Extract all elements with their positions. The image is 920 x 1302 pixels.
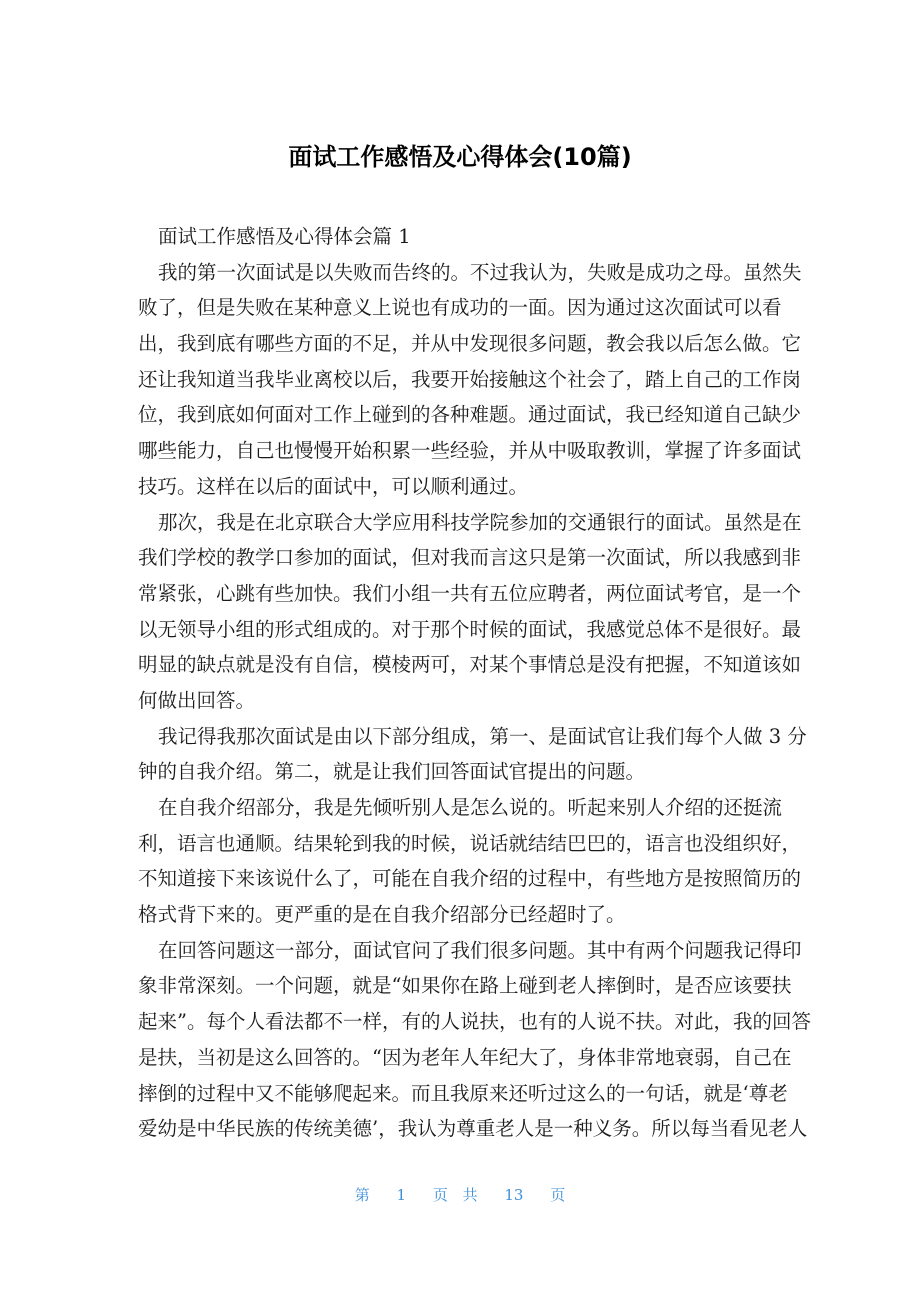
paragraph <box>138 933 811 1147</box>
text-line: 败了，但是失败在某种意义上说也有成功的一面。因为通过这次面试可以看 <box>138 296 782 320</box>
text-line: 位，我到底如何面对工作上碰到的各种难题。通过面试，我已经知道自己缺少 <box>138 403 802 427</box>
text-line: 那次，我是在北京联合大学应用科技学院参加的交通银行的面试。虽然是在 <box>158 510 802 534</box>
section-heading <box>138 219 798 255</box>
text-line: 起来”。每个人看法都不一样，有的人说扶，也有的人说不扶。对此，我的回答 <box>138 1010 811 1034</box>
text-line: 出，我到底有哪些方面的不足，并从中发现很多问题，教会我以后怎么做。它 <box>138 332 802 356</box>
footer-middle: 页 共 <box>432 1186 478 1204</box>
text-line: 还让我知道当我毕业离校以后，我要开始接触这个社会了，踏上自己的工作岗 <box>138 367 802 391</box>
text-line: 不知道接下来该说什么了，可能在自我介绍的过程中，有些地方是按照简历的 <box>138 867 802 891</box>
text-line: 技巧。这样在以后的面试中，可以顺利通过。 <box>138 474 529 498</box>
text-line: 象非常深刻。一个问题，就是“如果你在路上碰到老人摔倒时，是否应该要扶 <box>138 974 792 998</box>
text-line: 以无领导小组的形式组成的。对于那个时候的面试，我感觉总体不是很好。最 <box>138 617 802 641</box>
text-line: 格式背下来的。更严重的是在自我介绍部分已经超时了。 <box>138 903 626 927</box>
current-page-number: 1 <box>396 1186 407 1204</box>
text-line: 在回答问题这一部分，面试官问了我们很多问题。其中有两个问题我记得印 <box>158 938 802 962</box>
text-line: 摔倒的过程中又不能够爬起来。而且我原来还听过这么的一句话，就是‘尊老 <box>138 1081 788 1105</box>
text-line: 哪些能力，自己也慢慢开始积累一些经验，并从中吸取教训，掌握了许多面试 <box>138 439 802 463</box>
text-line: 在自我介绍部分，我是先倾听别人是怎么说的。听起来别人介绍的还挺流 <box>158 796 783 819</box>
text-line: 钟的自我介绍。第二，就是让我们回答面试官提出的问题。 <box>138 760 646 784</box>
footer-suffix: 页 <box>550 1186 566 1204</box>
document-body <box>138 219 811 1147</box>
text-line: 爱幼是中华民族的传统美德’，我认为尊重老人是一种义务。所以每当看见老人 <box>138 1117 808 1141</box>
text-line: 我们学校的教学口参加的面试，但对我而言这只是第一次面试，所以我感到非 <box>138 546 802 570</box>
text-line: 明显的缺点就是没有自信，模棱两可，对某个事情总是没有把握，不知道该如 <box>138 653 802 677</box>
text-line: 何做出回答。 <box>138 688 256 712</box>
paragraph <box>138 255 802 505</box>
paragraph <box>138 719 807 790</box>
text-line: 我的第一次面试是以失败而告终的。不过我认为，失败是成功之母。虽然失 <box>158 260 802 284</box>
text-line: 我记得我那次面试是由以下部分组成，第一、是面试官让我们每个人做 3 分 <box>158 724 807 748</box>
text-line: 利，语言也通顺。结果轮到我的时候，说话就结结巴巴的，语言也没组织好， <box>138 831 802 855</box>
paragraph <box>138 790 802 933</box>
text-line: 是扶，当初是这么回答的。“因为老年人年纪大了，身体非常地衰弱，自己在 <box>138 1045 792 1069</box>
total-pages: 13 <box>504 1186 524 1204</box>
text-line: 面试工作感悟及心得体会篇 1 <box>158 225 411 248</box>
text-line: 常紧张，心跳有些加快。我们小组一共有五位应聘者，两位面试考官，是一个 <box>138 581 802 605</box>
footer-prefix: 第 <box>354 1186 370 1204</box>
document-title: 面试工作感悟及心得体会(10篇) <box>288 143 632 171</box>
page-footer <box>0 1184 920 1205</box>
paragraph <box>138 505 802 719</box>
